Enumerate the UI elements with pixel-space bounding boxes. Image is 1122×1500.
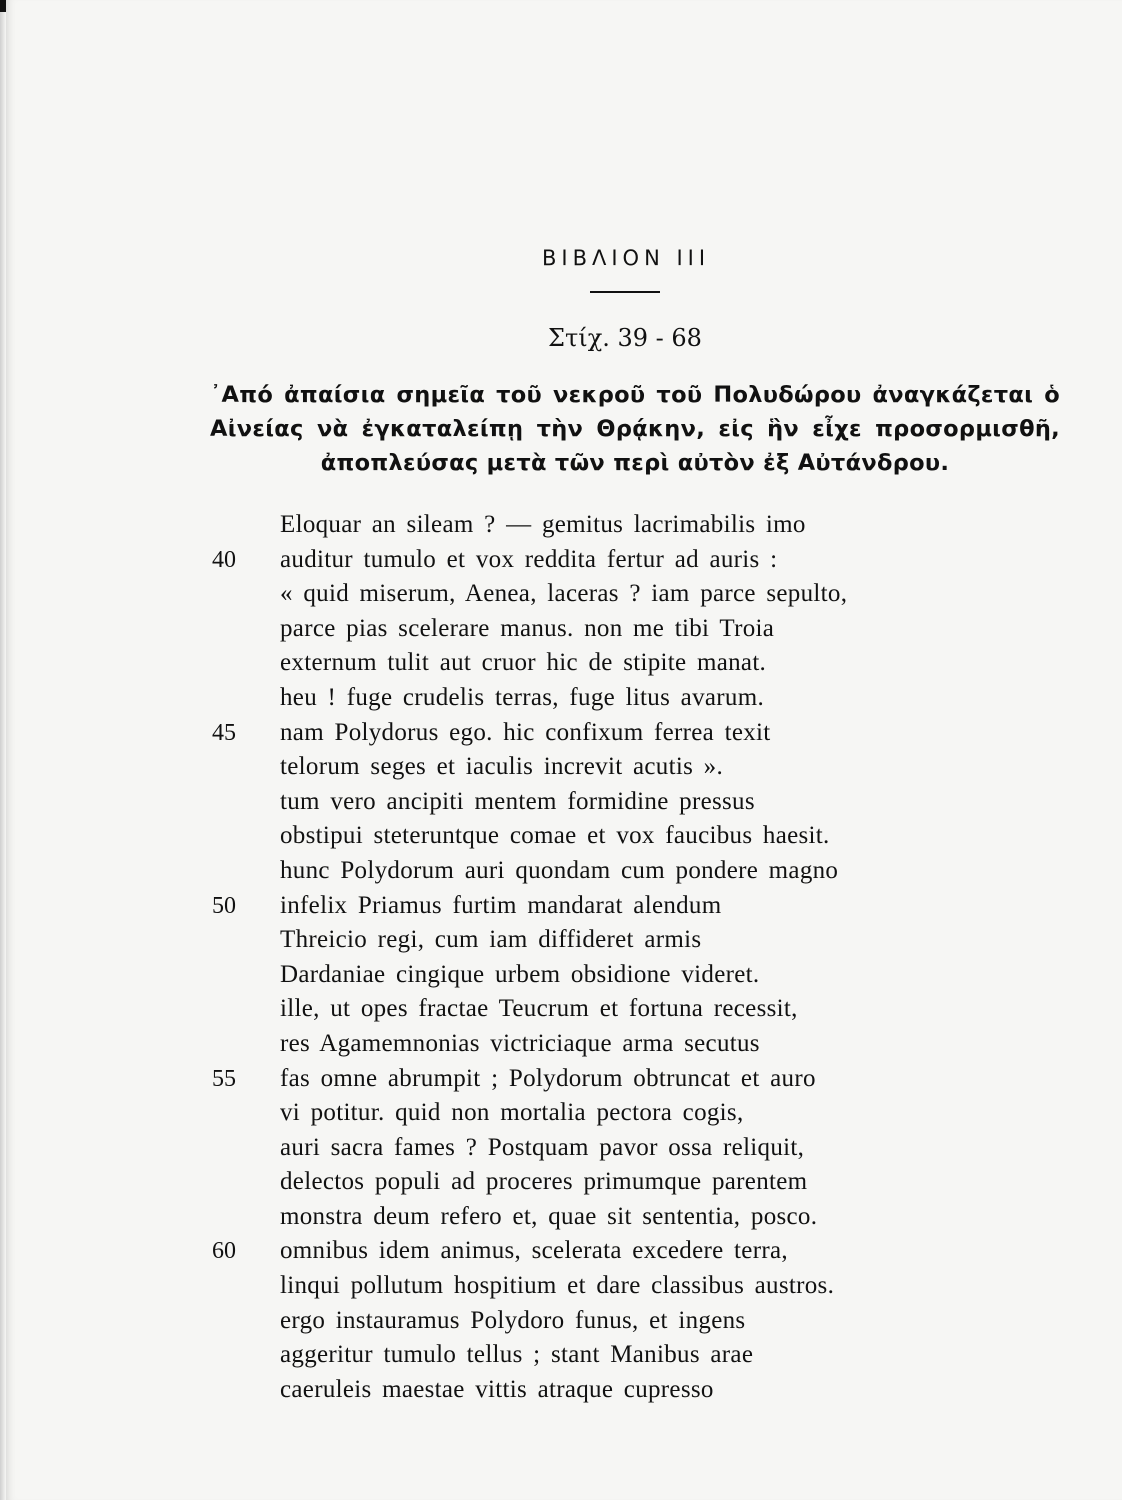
verse-line <box>0 543 1122 578</box>
verse-line <box>0 1096 1122 1131</box>
verse-text: auri sacra fames ? Postquam pavor ossa reliquit, <box>280 1133 805 1161</box>
verse-line <box>0 923 1122 958</box>
verse-line <box>0 646 1122 681</box>
verse-line <box>0 1234 1122 1269</box>
verse-line <box>0 785 1122 820</box>
verse-line <box>0 1269 1122 1304</box>
verse-line <box>0 1200 1122 1235</box>
verse-text: vi potitur. quid non mortalia pectora cogis, <box>280 1099 744 1127</box>
verse-text: nam Polydorus ego. hic confixum ferrea texit <box>280 718 771 746</box>
verse-text: monstra deum refero et, quae sit sententia, posco. <box>280 1202 818 1230</box>
verse-text: delectos populi ad proceres primumque parentem <box>280 1168 808 1196</box>
corner-mark <box>0 0 6 12</box>
verse-line <box>0 1131 1122 1166</box>
verse-text: Dardaniae cingique urbem obsidione videret. <box>280 960 760 988</box>
verse-line <box>0 1062 1122 1097</box>
verse-text: parce pias scelerare manus. non me tibi Troia <box>280 614 775 642</box>
verse-line <box>0 854 1122 889</box>
verse-text: heu ! fuge crudelis terras, fuge litus avarum. <box>280 683 764 711</box>
verse-line <box>0 681 1122 716</box>
verse-line <box>0 889 1122 924</box>
line-number: 40 <box>212 546 236 573</box>
verse-text: auditur tumulo et vox reddita fertur ad auris : <box>280 545 778 573</box>
line-number: 55 <box>212 1065 236 1092</box>
verse-line <box>0 958 1122 993</box>
verse-line <box>0 1338 1122 1373</box>
verse-line <box>0 992 1122 1027</box>
verse-line <box>0 577 1122 612</box>
verse-range: Στίχ. 39 - 68 <box>548 324 702 352</box>
verse-line <box>0 1373 1122 1408</box>
line-number: 60 <box>212 1238 236 1265</box>
verse-text: fas omne abrumpit ; Polydorum obtruncat et auro <box>280 1064 816 1092</box>
verse-line <box>0 716 1122 751</box>
verse-line <box>0 1304 1122 1339</box>
verse-text: infelix Priamus furtim mandarat alendum <box>280 891 722 919</box>
verse-text: externum tulit aut cruor hic de stipite manat. <box>280 649 767 677</box>
verse-line <box>0 750 1122 785</box>
verse-text: caeruleis maestae vittis atraque cupresso <box>280 1375 714 1403</box>
line-number: 50 <box>212 892 236 919</box>
verse-line <box>0 612 1122 647</box>
verse-text: tum vero ancipiti mentem formidine pressus <box>280 787 755 815</box>
verse-text: Threicio regi, cum iam diffideret armis <box>280 926 702 954</box>
verse-text: hunc Polydorum auri quondam cum pondere magno <box>280 856 839 884</box>
verse-text: linqui pollutum hospitium et dare classibus austros. <box>280 1272 835 1300</box>
verse-line <box>0 1165 1122 1200</box>
verse-text: ille, ut opes fractae Teucrum et fortuna recessit, <box>280 995 798 1023</box>
book-title: ΒΙΒΛΙΟΝ ΙΙΙ <box>541 246 711 270</box>
verse-line <box>0 508 1122 543</box>
title-divider <box>590 291 660 293</box>
verse-text: « quid miserum, Aenea, laceras ? iam parce sepulto, <box>280 580 848 608</box>
verse-text: aggeritur tumulo tellus ; stant Manibus arae <box>280 1341 754 1369</box>
verse-text: ergo instauramus Polydoro funus, et ingens <box>280 1306 746 1334</box>
verse-text: obstipui steteruntque comae et vox faucibus haesit. <box>280 822 830 850</box>
poem-text <box>0 508 1122 1407</box>
summary-paragraph: ᾿Από ἀπαίσια σημεῖα τοῦ νεκροῦ τοῦ Πολυδώρου ἀναγκάζεται ὁ Αἰνείας νὰ ἐγκαταλείπῃ τὴν Θρᾴκην, εἰς ἣν εἶχε προσορμισθῆ, ἀποπλεύσας μετὰ τῶν περὶ αὐτὸν ἐξ Αὐτάνδρου. <box>210 382 1060 476</box>
verse-line <box>0 819 1122 854</box>
verse-text: Eloquar an sileam ? — gemitus lacrimabilis imo <box>280 511 806 538</box>
verse-text: omnibus idem animus, scelerata excedere terra, <box>280 1237 788 1265</box>
line-number: 45 <box>212 719 236 746</box>
verse-line <box>0 1027 1122 1062</box>
verse-text: telorum seges et iaculis increvit acutis ». <box>280 753 724 781</box>
verse-text: res Agamemnonias victriciaque arma secutus <box>280 1029 760 1057</box>
